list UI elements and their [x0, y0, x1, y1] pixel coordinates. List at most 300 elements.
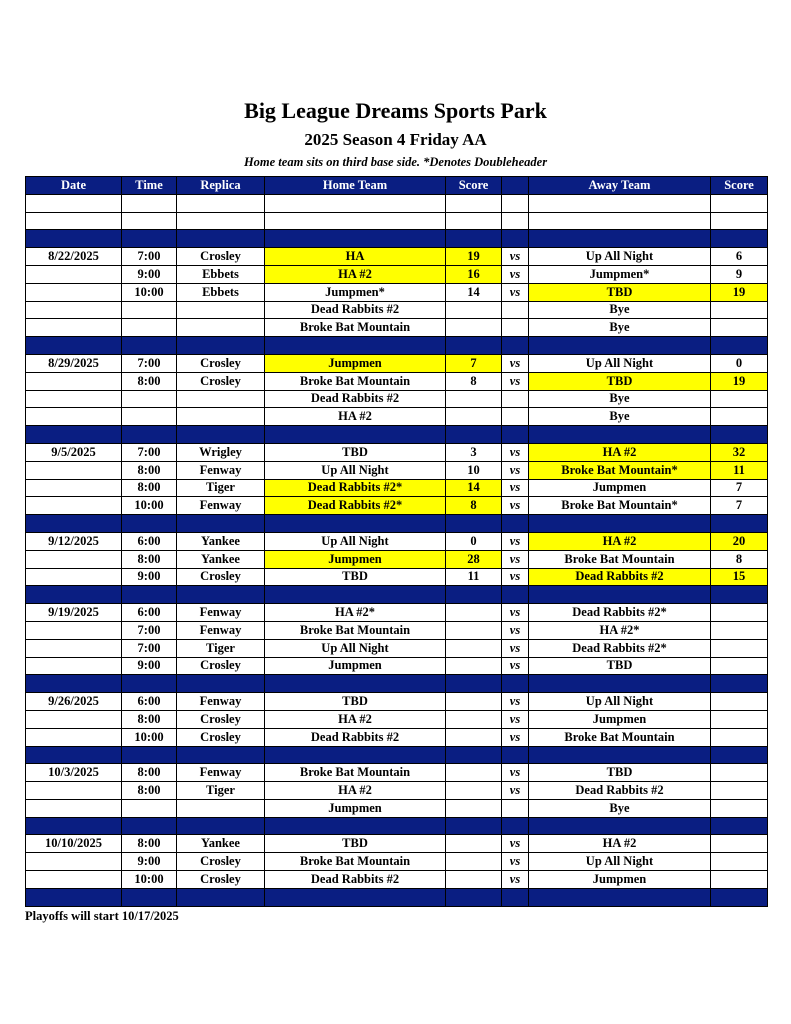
date-cell: 9/19/2025 — [26, 604, 122, 622]
home-team-cell: Dead Rabbits #2 — [265, 301, 446, 319]
vs-cell: vs — [502, 693, 529, 711]
date-cell — [26, 799, 122, 817]
home-score-cell — [446, 319, 502, 337]
vs-cell — [502, 212, 529, 230]
vs-cell — [502, 426, 529, 444]
replica-cell — [177, 746, 265, 764]
home-score-cell — [446, 639, 502, 657]
replica-cell: Tiger — [177, 479, 265, 497]
home-team-cell: Jumpmen — [265, 657, 446, 675]
header-replica: Replica — [177, 177, 265, 195]
away-score-cell — [711, 212, 768, 230]
away-team-cell: Bye — [529, 799, 711, 817]
time-cell — [122, 817, 177, 835]
date-cell: 10/10/2025 — [26, 835, 122, 853]
replica-cell — [177, 337, 265, 355]
away-team-cell — [529, 515, 711, 533]
time-cell — [122, 426, 177, 444]
away-team-cell — [529, 746, 711, 764]
home-score-cell — [446, 888, 502, 906]
home-team-cell: TBD — [265, 835, 446, 853]
home-team-cell: Dead Rabbits #2 — [265, 390, 446, 408]
away-team-cell: TBD — [529, 764, 711, 782]
table-row — [26, 835, 768, 853]
date-cell — [26, 710, 122, 728]
replica-cell: Crosley — [177, 248, 265, 266]
vs-cell: vs — [502, 461, 529, 479]
vs-cell — [502, 194, 529, 212]
replica-cell: Crosley — [177, 871, 265, 889]
home-score-cell — [446, 586, 502, 604]
week-separator-row — [26, 746, 768, 764]
away-team-cell — [529, 426, 711, 444]
vs-cell — [502, 586, 529, 604]
away-score-cell: 19 — [711, 372, 768, 390]
vs-cell — [502, 408, 529, 426]
home-team-cell: HA #2 — [265, 710, 446, 728]
table-row — [26, 621, 768, 639]
away-team-cell: Broke Bat Mountain* — [529, 497, 711, 515]
replica-cell: Yankee — [177, 550, 265, 568]
vs-cell — [502, 799, 529, 817]
week-separator-row — [26, 888, 768, 906]
away-score-cell: 19 — [711, 283, 768, 301]
date-cell: 10/3/2025 — [26, 764, 122, 782]
home-score-cell: 14 — [446, 479, 502, 497]
table-row — [26, 871, 768, 889]
replica-cell — [177, 817, 265, 835]
time-cell — [122, 746, 177, 764]
replica-cell: Fenway — [177, 497, 265, 515]
header-away-score: Score — [711, 177, 768, 195]
date-cell — [26, 194, 122, 212]
vs-cell: vs — [502, 497, 529, 515]
time-cell: 10:00 — [122, 871, 177, 889]
time-cell — [122, 515, 177, 533]
replica-cell — [177, 675, 265, 693]
home-team-cell: TBD — [265, 693, 446, 711]
blank-row — [26, 194, 768, 212]
away-score-cell — [711, 675, 768, 693]
time-cell: 8:00 — [122, 372, 177, 390]
vs-cell — [502, 675, 529, 693]
home-score-cell — [446, 194, 502, 212]
blank-row — [26, 212, 768, 230]
replica-cell: Yankee — [177, 532, 265, 550]
home-score-cell — [446, 301, 502, 319]
week-separator-row — [26, 230, 768, 248]
replica-cell: Fenway — [177, 764, 265, 782]
vs-cell — [502, 230, 529, 248]
time-cell: 8:00 — [122, 782, 177, 800]
date-cell — [26, 746, 122, 764]
home-score-cell — [446, 799, 502, 817]
date-cell — [26, 639, 122, 657]
home-score-cell — [446, 230, 502, 248]
time-cell: 6:00 — [122, 604, 177, 622]
table-row — [26, 799, 768, 817]
header-away-team: Away Team — [529, 177, 711, 195]
home-team-cell: Broke Bat Mountain — [265, 372, 446, 390]
week-separator-row — [26, 515, 768, 533]
home-team-cell — [265, 426, 446, 444]
vs-cell — [502, 515, 529, 533]
away-score-cell — [711, 764, 768, 782]
table-row — [26, 497, 768, 515]
away-score-cell: 7 — [711, 479, 768, 497]
home-team-cell: Broke Bat Mountain — [265, 764, 446, 782]
time-cell: 7:00 — [122, 639, 177, 657]
home-team-cell — [265, 746, 446, 764]
replica-cell: Ebbets — [177, 265, 265, 283]
away-score-cell — [711, 710, 768, 728]
date-cell — [26, 265, 122, 283]
home-team-cell — [265, 888, 446, 906]
vs-cell: vs — [502, 657, 529, 675]
home-score-cell — [446, 728, 502, 746]
home-score-cell — [446, 675, 502, 693]
away-team-cell — [529, 888, 711, 906]
home-score-cell — [446, 515, 502, 533]
home-team-cell: HA #2 — [265, 782, 446, 800]
date-cell — [26, 283, 122, 301]
home-score-cell — [446, 693, 502, 711]
home-team-cell: HA — [265, 248, 446, 266]
header-date: Date — [26, 177, 122, 195]
table-row — [26, 568, 768, 586]
table-row — [26, 301, 768, 319]
time-cell: 8:00 — [122, 550, 177, 568]
away-team-cell: Dead Rabbits #2* — [529, 639, 711, 657]
time-cell — [122, 319, 177, 337]
replica-cell: Ebbets — [177, 283, 265, 301]
date-cell — [26, 621, 122, 639]
away-team-cell: Up All Night — [529, 853, 711, 871]
time-cell: 10:00 — [122, 497, 177, 515]
date-cell — [26, 461, 122, 479]
home-team-cell: Dead Rabbits #2* — [265, 479, 446, 497]
away-score-cell: 8 — [711, 550, 768, 568]
date-cell — [26, 657, 122, 675]
away-team-cell: Bye — [529, 319, 711, 337]
home-score-cell — [446, 212, 502, 230]
away-team-cell: Broke Bat Mountain* — [529, 461, 711, 479]
table-row — [26, 604, 768, 622]
away-team-cell: HA #2 — [529, 835, 711, 853]
table-row — [26, 693, 768, 711]
table-row — [26, 710, 768, 728]
home-team-cell: Up All Night — [265, 532, 446, 550]
away-team-cell — [529, 586, 711, 604]
table-row — [26, 728, 768, 746]
away-team-cell: Bye — [529, 408, 711, 426]
replica-cell: Crosley — [177, 372, 265, 390]
vs-cell: vs — [502, 764, 529, 782]
time-cell: 7:00 — [122, 354, 177, 372]
away-team-cell: Broke Bat Mountain — [529, 728, 711, 746]
vs-cell: vs — [502, 621, 529, 639]
vs-cell: vs — [502, 265, 529, 283]
vs-cell: vs — [502, 853, 529, 871]
vs-cell — [502, 301, 529, 319]
home-team-cell — [265, 337, 446, 355]
away-score-cell — [711, 426, 768, 444]
replica-cell: Fenway — [177, 621, 265, 639]
replica-cell: Crosley — [177, 710, 265, 728]
replica-cell — [177, 319, 265, 337]
date-cell — [26, 782, 122, 800]
vs-cell: vs — [502, 443, 529, 461]
away-team-cell — [529, 194, 711, 212]
away-team-cell: Bye — [529, 390, 711, 408]
away-score-cell: 6 — [711, 248, 768, 266]
vs-cell — [502, 888, 529, 906]
home-score-cell — [446, 782, 502, 800]
away-score-cell — [711, 817, 768, 835]
home-score-cell — [446, 871, 502, 889]
away-score-cell: 20 — [711, 532, 768, 550]
week-separator-row — [26, 817, 768, 835]
vs-cell: vs — [502, 782, 529, 800]
replica-cell: Tiger — [177, 639, 265, 657]
time-cell — [122, 586, 177, 604]
table-row — [26, 265, 768, 283]
table-row — [26, 853, 768, 871]
away-team-cell: TBD — [529, 283, 711, 301]
date-cell — [26, 675, 122, 693]
schedule-note: Home team sits on third base side. *Denotes Doubleheader — [243, 155, 548, 169]
home-score-cell: 28 — [446, 550, 502, 568]
away-score-cell — [711, 301, 768, 319]
vs-cell — [502, 817, 529, 835]
home-score-cell: 14 — [446, 283, 502, 301]
header-time: Time — [122, 177, 177, 195]
time-cell: 10:00 — [122, 728, 177, 746]
home-score-cell: 16 — [446, 265, 502, 283]
date-cell — [26, 230, 122, 248]
replica-cell — [177, 194, 265, 212]
replica-cell — [177, 212, 265, 230]
table-row — [26, 248, 768, 266]
replica-cell: Crosley — [177, 354, 265, 372]
away-team-cell — [529, 817, 711, 835]
week-separator-row — [26, 675, 768, 693]
time-cell: 7:00 — [122, 248, 177, 266]
time-cell: 9:00 — [122, 657, 177, 675]
home-score-cell: 7 — [446, 354, 502, 372]
vs-cell: vs — [502, 835, 529, 853]
away-score-cell — [711, 871, 768, 889]
table-row — [26, 639, 768, 657]
home-team-cell: HA #2 — [265, 265, 446, 283]
away-score-cell — [711, 621, 768, 639]
time-cell — [122, 888, 177, 906]
vs-cell: vs — [502, 568, 529, 586]
playoffs-note: Playoffs will start 10/17/2025 — [25, 909, 179, 923]
date-cell — [26, 426, 122, 444]
home-team-cell: HA #2* — [265, 604, 446, 622]
header-row — [26, 177, 768, 195]
date-cell — [26, 871, 122, 889]
home-team-cell: Jumpmen — [265, 799, 446, 817]
vs-cell: vs — [502, 710, 529, 728]
replica-cell — [177, 888, 265, 906]
home-score-cell: 11 — [446, 568, 502, 586]
time-cell — [122, 212, 177, 230]
home-team-cell: Dead Rabbits #2* — [265, 497, 446, 515]
replica-cell: Crosley — [177, 728, 265, 746]
away-team-cell: Jumpmen — [529, 871, 711, 889]
away-team-cell: Bye — [529, 301, 711, 319]
vs-cell: vs — [502, 479, 529, 497]
table-row — [26, 532, 768, 550]
time-cell — [122, 408, 177, 426]
time-cell: 8:00 — [122, 479, 177, 497]
replica-cell: Tiger — [177, 782, 265, 800]
time-cell — [122, 337, 177, 355]
replica-cell: Crosley — [177, 853, 265, 871]
away-score-cell: 7 — [711, 497, 768, 515]
home-score-cell: 10 — [446, 461, 502, 479]
replica-cell: Wrigley — [177, 443, 265, 461]
header-vs — [502, 177, 529, 195]
time-cell: 6:00 — [122, 693, 177, 711]
home-team-cell: Broke Bat Mountain — [265, 319, 446, 337]
home-score-cell — [446, 835, 502, 853]
away-score-cell — [711, 746, 768, 764]
date-cell — [26, 212, 122, 230]
replica-cell — [177, 426, 265, 444]
away-score-cell — [711, 888, 768, 906]
date-cell: 9/26/2025 — [26, 693, 122, 711]
home-score-cell: 3 — [446, 443, 502, 461]
vs-cell — [502, 746, 529, 764]
table-row — [26, 283, 768, 301]
away-team-cell: Jumpmen — [529, 710, 711, 728]
home-team-cell — [265, 230, 446, 248]
away-team-cell: HA #2 — [529, 532, 711, 550]
home-score-cell — [446, 604, 502, 622]
away-score-cell — [711, 230, 768, 248]
away-score-cell: 32 — [711, 443, 768, 461]
time-cell: 8:00 — [122, 764, 177, 782]
replica-cell: Crosley — [177, 657, 265, 675]
time-cell: 8:00 — [122, 461, 177, 479]
away-score-cell — [711, 782, 768, 800]
date-cell — [26, 497, 122, 515]
home-score-cell — [446, 764, 502, 782]
home-score-cell: 8 — [446, 372, 502, 390]
home-team-cell: TBD — [265, 443, 446, 461]
away-team-cell: Up All Night — [529, 354, 711, 372]
away-score-cell — [711, 693, 768, 711]
home-score-cell — [446, 390, 502, 408]
away-score-cell — [711, 799, 768, 817]
vs-cell: vs — [502, 871, 529, 889]
table-row — [26, 782, 768, 800]
away-score-cell — [711, 639, 768, 657]
replica-cell — [177, 390, 265, 408]
away-team-cell: Jumpmen* — [529, 265, 711, 283]
vs-cell: vs — [502, 354, 529, 372]
home-score-cell — [446, 657, 502, 675]
replica-cell — [177, 799, 265, 817]
replica-cell: Crosley — [177, 568, 265, 586]
away-score-cell — [711, 194, 768, 212]
vs-cell: vs — [502, 604, 529, 622]
home-score-cell — [446, 746, 502, 764]
table-row — [26, 550, 768, 568]
date-cell: 8/29/2025 — [26, 354, 122, 372]
date-cell: 9/5/2025 — [26, 443, 122, 461]
vs-cell — [502, 319, 529, 337]
time-cell: 9:00 — [122, 265, 177, 283]
date-cell — [26, 817, 122, 835]
away-score-cell — [711, 515, 768, 533]
time-cell — [122, 194, 177, 212]
time-cell: 6:00 — [122, 532, 177, 550]
replica-cell: Yankee — [177, 835, 265, 853]
date-cell — [26, 728, 122, 746]
away-team-cell: Up All Night — [529, 693, 711, 711]
away-score-cell — [711, 728, 768, 746]
home-score-cell: 8 — [446, 497, 502, 515]
away-score-cell — [711, 337, 768, 355]
replica-cell — [177, 586, 265, 604]
away-score-cell — [711, 604, 768, 622]
date-cell — [26, 319, 122, 337]
home-team-cell: Dead Rabbits #2 — [265, 728, 446, 746]
home-team-cell — [265, 586, 446, 604]
table-row — [26, 461, 768, 479]
date-cell: 8/22/2025 — [26, 248, 122, 266]
time-cell: 10:00 — [122, 283, 177, 301]
time-cell: 9:00 — [122, 568, 177, 586]
vs-cell: vs — [502, 550, 529, 568]
home-score-cell — [446, 408, 502, 426]
time-cell: 8:00 — [122, 710, 177, 728]
home-team-cell — [265, 515, 446, 533]
home-team-cell: Jumpmen — [265, 550, 446, 568]
away-team-cell: Dead Rabbits #2 — [529, 568, 711, 586]
time-cell — [122, 301, 177, 319]
home-score-cell — [446, 710, 502, 728]
away-score-cell — [711, 835, 768, 853]
time-cell — [122, 675, 177, 693]
header-home-score: Score — [446, 177, 502, 195]
table-row — [26, 319, 768, 337]
away-team-cell: TBD — [529, 657, 711, 675]
week-separator-row — [26, 586, 768, 604]
date-cell — [26, 515, 122, 533]
table-row — [26, 764, 768, 782]
home-score-cell — [446, 337, 502, 355]
home-team-cell — [265, 212, 446, 230]
vs-cell: vs — [502, 728, 529, 746]
table-row — [26, 657, 768, 675]
away-score-cell — [711, 319, 768, 337]
away-team-cell: Jumpmen — [529, 479, 711, 497]
home-team-cell: Jumpmen — [265, 354, 446, 372]
home-team-cell — [265, 817, 446, 835]
away-team-cell — [529, 212, 711, 230]
home-team-cell: Up All Night — [265, 461, 446, 479]
table-row — [26, 408, 768, 426]
home-score-cell — [446, 426, 502, 444]
home-team-cell: Jumpmen* — [265, 283, 446, 301]
date-cell — [26, 479, 122, 497]
table-row — [26, 443, 768, 461]
